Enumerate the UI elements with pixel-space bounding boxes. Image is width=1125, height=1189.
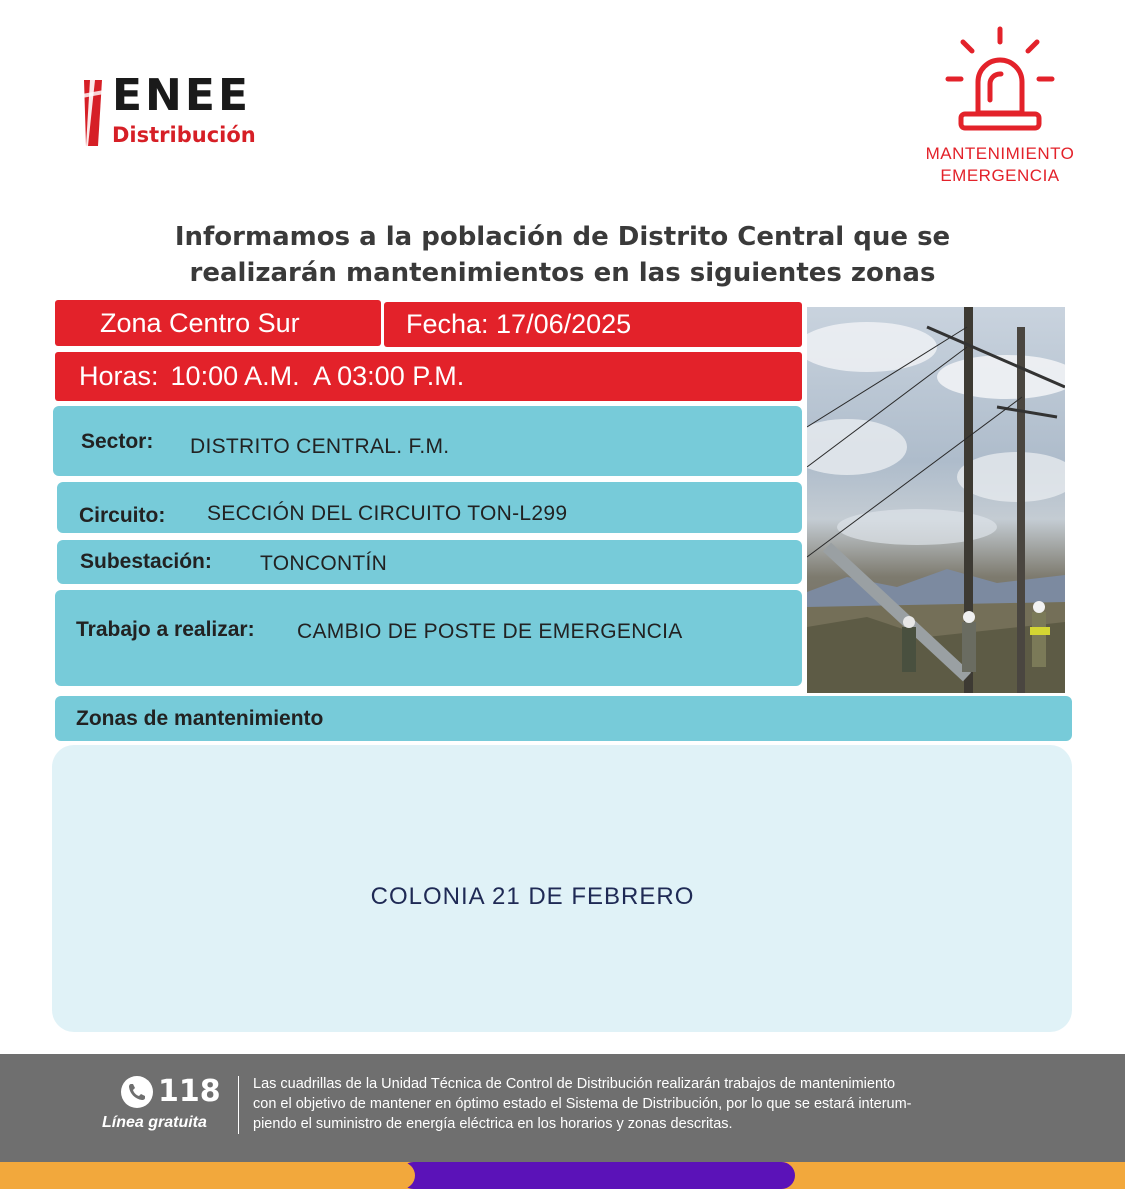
zone-bar: Zona Centro Sur xyxy=(55,300,381,346)
phone-label: Línea gratuita xyxy=(102,1114,207,1131)
sector-row xyxy=(53,406,802,476)
date-bar: Fecha: 17/06/2025 xyxy=(384,302,802,347)
phone-number: 118 xyxy=(158,1074,221,1109)
free-line[interactable] xyxy=(102,1074,238,1134)
substation-label: Subestación: xyxy=(80,550,212,573)
logo-name: ENEE xyxy=(112,70,251,121)
badge-label xyxy=(900,143,1100,187)
work-row xyxy=(55,590,802,686)
siren-icon xyxy=(945,22,1055,137)
circuit-label: Circuito: xyxy=(79,504,166,527)
sector-label: Sector: xyxy=(81,430,154,453)
zone-item: COLONIA 21 DE FEBRERO xyxy=(370,883,695,910)
footer-notice xyxy=(253,1074,1053,1134)
footer-line-1: Las cuadrillas de la Unidad Técnica de Control de Distribución realizarán trabajos de mantenimiento xyxy=(253,1076,896,1092)
zones-heading-bar xyxy=(55,696,1072,741)
hours-label: Horas: xyxy=(79,361,159,391)
badge-line-2: EMERGENCIA xyxy=(940,166,1060,185)
enee-logo xyxy=(82,70,302,150)
enee-logo-mark xyxy=(82,80,104,146)
footer xyxy=(0,1054,1125,1162)
footer-line-3: piendo el suministro de energía eléctrica en los horarios y zonas descritas. xyxy=(253,1116,733,1132)
badge-line-1: MANTENIMIENTO xyxy=(925,144,1075,163)
logo-subtitle: Distribución xyxy=(112,123,256,147)
footer-line-2: con el objetivo de mantener en óptimo estado el Sistema de Distribución, por lo que se estará interum- xyxy=(253,1096,912,1112)
utility-pole-photo xyxy=(807,307,1065,693)
work-value: CAMBIO DE POSTE DE EMERGENCIA xyxy=(297,620,683,643)
footer-divider xyxy=(238,1076,239,1134)
sector-value: DISTRITO CENTRAL. F.M. xyxy=(190,435,450,458)
bottom-stripe-purple xyxy=(400,1162,795,1189)
substation-row xyxy=(57,540,802,584)
headline-line-1: Informamos a la población de Distrito Central que se xyxy=(174,222,951,252)
zones-heading: Zonas de mantenimiento xyxy=(76,707,324,730)
substation-value: TONCONTÍN xyxy=(260,552,388,575)
headline-line-2: realizarán mantenimientos en las siguientes zonas xyxy=(189,258,936,288)
phone-icon xyxy=(121,1076,153,1108)
bottom-stripe-orange-left xyxy=(0,1162,415,1189)
hours-value: 10:00 A.M. A 03:00 P.M. xyxy=(170,361,465,391)
hours-bar xyxy=(55,352,802,401)
work-photo xyxy=(807,307,1065,693)
emergency-badge xyxy=(900,22,1100,192)
circuit-value: SECCIÓN DEL CIRCUITO TON-L299 xyxy=(207,502,568,525)
circuit-row xyxy=(57,482,802,533)
headline xyxy=(60,219,1065,291)
work-label: Trabajo a realizar: xyxy=(76,618,255,641)
